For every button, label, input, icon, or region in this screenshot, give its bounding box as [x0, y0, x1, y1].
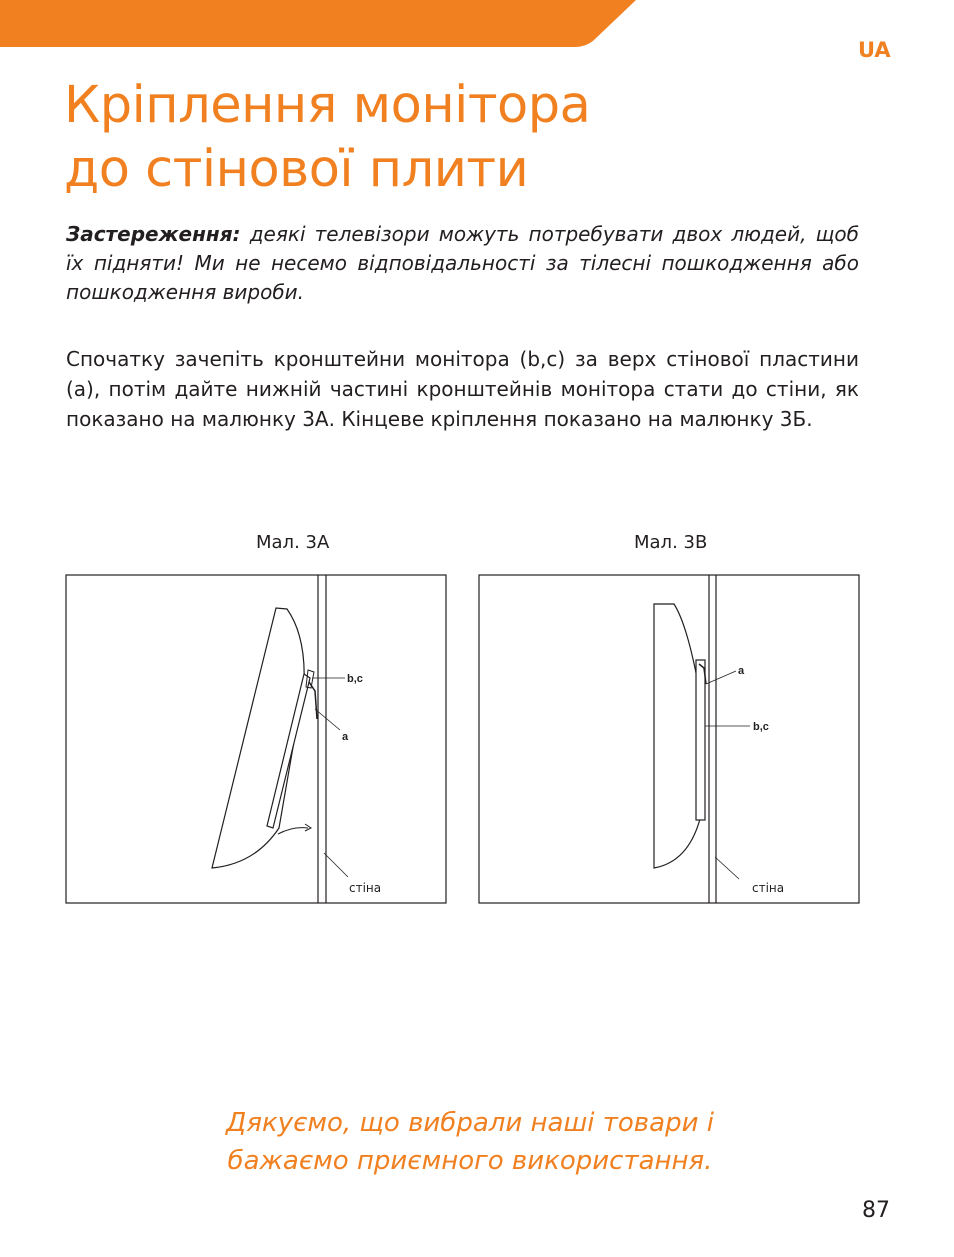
- warning-text: деякі телевізори можуть потребувати двох людей, щоб їх підняти! Ми не несемо відповідальності за тілесні пошкодження або пошкодження вироби: [66, 222, 859, 304]
- instructions-paragraph: Спочатку зачепіть кронштейни монітора (b,c) за верх стінової пластини (a), потім дайте нижній частині кронштейнів монітора стати до стіни, як показано на малюнку 3А. Кінцеве кріплення показано на малюнку 3Б.: [66, 347, 859, 431]
- figure-3b-label-a: a: [738, 665, 745, 677]
- thank-you-line-1: Дякуємо, що вибрали наші товари і: [226, 1108, 714, 1138]
- language-label: UA: [858, 38, 891, 62]
- figure-3b-caption: Мал. 3B: [634, 532, 708, 553]
- figure-3a-label-bc: b,c: [347, 673, 363, 685]
- figure-3a-label-a: a: [342, 731, 349, 743]
- warning-label: Застереження:: [66, 222, 241, 246]
- figure-3b-label-wall: стіна: [752, 881, 785, 895]
- page-number: 87: [862, 1198, 890, 1223]
- title-line-1: Кріплення монітора: [64, 76, 591, 135]
- figure-3a-label-wall: стіна: [349, 881, 382, 895]
- title-line-2: до стінової плити: [64, 140, 529, 199]
- figure-3b-label-bc: b,c: [753, 721, 769, 733]
- figure-3a-caption: Мал. 3A: [256, 532, 330, 553]
- figure-3a-diagram: [65, 574, 447, 905]
- figure-3b-diagram: [478, 574, 860, 905]
- warning-paragraph: Застереження: деякі телевізори можуть потребувати двох людей, щоб їх підняти! Ми не несемо відповідальності за тілесні пошкодження або пошкодження вироби.: [66, 222, 859, 304]
- thank-you-message: [120, 1104, 820, 1180]
- page-title: [64, 74, 884, 202]
- header-accent-bar: [0, 0, 954, 60]
- thank-you-line-2: бажаємо приємного використання.: [227, 1146, 713, 1176]
